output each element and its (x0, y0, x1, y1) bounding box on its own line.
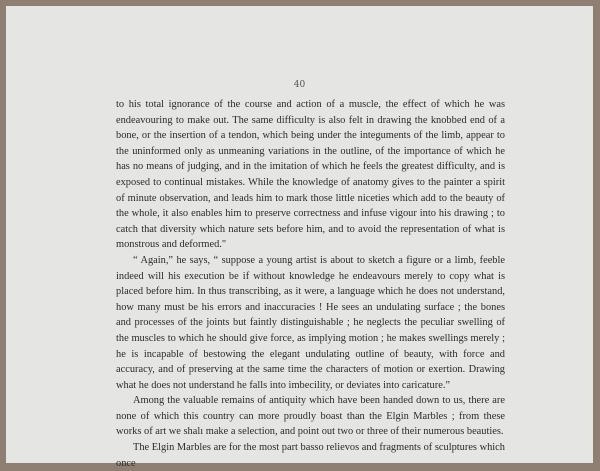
paragraph-4: The Elgin Marbles are for the most part basso relievos and fragments of sculptures which once (116, 442, 505, 469)
paragraph-1: to his total ignorance of the course and action of a muscle, the effect of which he was endeavouring to make out. The same difficulty is also felt in drawing the knobbed end of a bone, or the insertion of a tendon, which being under the integuments of the limb, appear to the uninformed only as unmeaning variations in the outline, of the importance of which he has no means of judging, and in the imitation of which he feels the greatest difficulty, and is exposed to continual mistakes. While the knowledge of anatomy gives to the painter a spirit of minute observation, and leads him to mark those little niceties which add to the beauty of the whole, it also enables him to preserve correctness and infuse vigour into his drawing ; to catch that diversity which nature sets before him, and to avoid the representation of what is monstrous and deformed." (116, 99, 505, 251)
book-page (6, 6, 593, 469)
body-text (116, 97, 505, 471)
paragraph-3: Among the valuable remains of antiquity which have been handed down to us, there are none of which this country can more proudly boast than the Elgin Marbles ; from these works of art we shalı make a selection, and point out two or three of their numerous beauties. (116, 395, 505, 438)
page-number: 40 (293, 80, 306, 90)
paragraph-2: “ Again,” he says, “ suppose a young artist is about to sketch a figure or a limb, feeble indeed will his execution be if without knowledge he endeavours merely to copy what is placed before him. In thus transcribing, as it were, a language which he does not understand, how many must be his errors and inaccuracies ! He sees an undulating surface ; the bones and processes of the joints but faintly distinguishable ; he neglects the peculiar swelling of the muscles to which he should give force, as implying motion ; he makes swellings merely ; he is incapable of bestowing the elegant undulating outline of beauty, with force and accuracy, and of preserving at the same time the characters of motion or exertion. Drawing what he does not understand he falls into imbecility, or deviates into caricature.” (116, 254, 505, 391)
